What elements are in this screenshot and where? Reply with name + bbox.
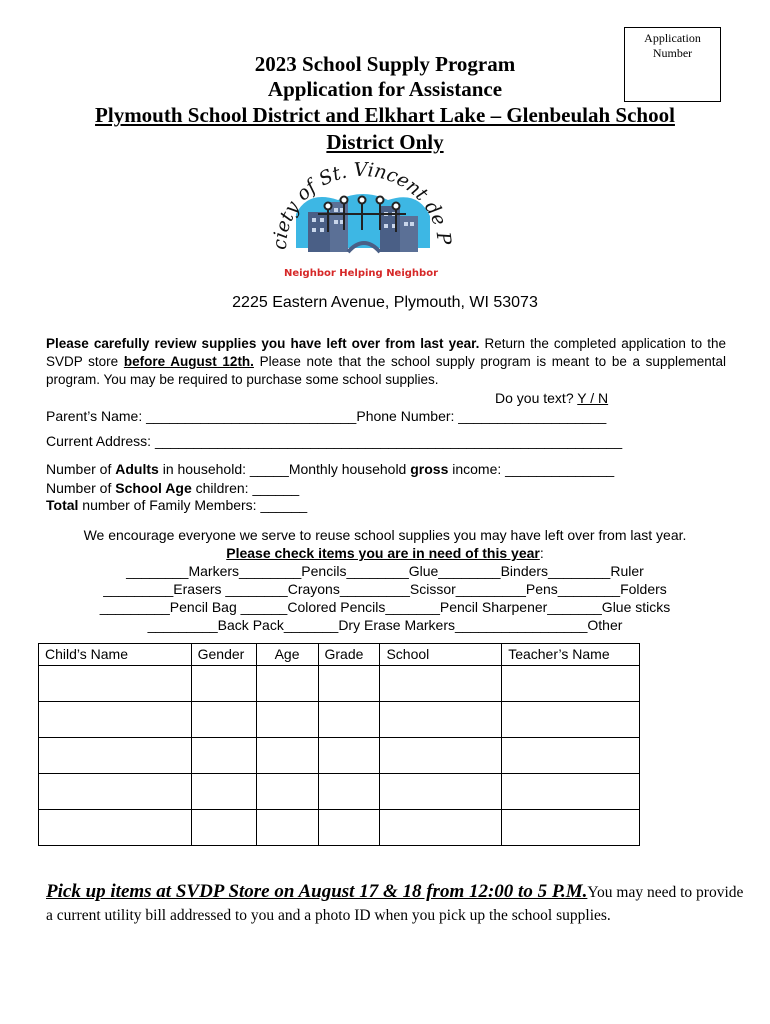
reuse-note: We encourage everyone we serve to reuse school supplies you may have left over from last year. [83, 527, 687, 543]
supply-checklist-row-3[interactable]: _________Pencil Bag ______Colored Pencils_______Pencil Sharpener_______Glue sticks [99, 599, 671, 615]
number-label: Number [652, 46, 693, 60]
district-title-line2: District Only [326, 130, 444, 154]
table-row [39, 738, 640, 774]
table-row [39, 702, 640, 738]
col-header-age: Age [256, 644, 318, 666]
table-cell[interactable] [191, 666, 256, 702]
col-header-childs-name: Child’s Name [39, 644, 192, 666]
pickup-dates: Pick up items at SVDP Store on August 17 & 18 from 12:00 to 5 P.M. [46, 881, 588, 902]
instructions-paragraph [46, 335, 726, 389]
table-cell[interactable] [502, 810, 640, 846]
table-cell[interactable] [39, 810, 192, 846]
col-header-grade: Grade [318, 644, 380, 666]
application-title: Application for Assistance [267, 77, 503, 101]
pickup-requirements: You may need to provide a current utility bill addressed to you and a photo ID when you pick up the school supplies. [46, 884, 744, 924]
instructions-text-2: Please note that the school supply program is meant to be a supplemental program. You may be required to purchase some school supplies. [46, 354, 726, 387]
phone-number-field[interactable]: Phone Number: ___________________ [356, 408, 607, 424]
instructions-text: Return the completed application to the SVDP store [46, 336, 726, 369]
instructions-bold: Please carefully review supplies you have left over from last year. [46, 336, 480, 351]
children-table [38, 643, 640, 846]
application-label: Application [644, 31, 701, 45]
table-cell[interactable] [256, 666, 318, 702]
table-cell[interactable] [39, 666, 192, 702]
table-cell[interactable] [191, 810, 256, 846]
adults-field[interactable]: in household: _____ [158, 461, 289, 477]
table-cell[interactable] [318, 702, 380, 738]
current-address-field[interactable]: Current Address: ____________________________________________________________ [46, 433, 623, 449]
table-row [39, 774, 640, 810]
table-cell[interactable] [380, 702, 502, 738]
col-header-school: School [380, 644, 502, 666]
table-cell[interactable] [502, 738, 640, 774]
table-cell[interactable] [256, 810, 318, 846]
table-cell[interactable] [191, 774, 256, 810]
check-items-heading: Please check items you are in need of this year: [226, 545, 544, 561]
school-age-line: Number of School Age children: ______ [46, 480, 300, 496]
total-members-field[interactable]: number of Family Members: ______ [78, 497, 308, 513]
col-header-teachers-name: Teacher’s Name [502, 644, 640, 666]
logo-tagline: Neighbor Helping Neighbor [283, 268, 439, 279]
table-cell[interactable] [380, 738, 502, 774]
table-cell[interactable] [318, 738, 380, 774]
table-row [39, 666, 640, 702]
supply-checklist-row-1[interactable]: ________Markers________Pencils________Glue________Binders________Ruler [126, 563, 644, 579]
household-line: Number of Adults in household: _____Monthly household gross income: ______________ [46, 461, 615, 477]
do-you-text-question [495, 390, 608, 406]
supply-checklist-row-2[interactable]: _________Erasers ________Crayons_________Scissor_________Pens________Folders [103, 581, 667, 597]
table-cell[interactable] [380, 666, 502, 702]
deadline-text: before August 12th. [123, 354, 254, 369]
do-you-text-label: Do you text? [495, 390, 574, 406]
school-age-field[interactable]: children: ______ [191, 480, 300, 496]
pickup-note [46, 880, 746, 927]
table-cell[interactable] [256, 738, 318, 774]
table-cell[interactable] [502, 702, 640, 738]
table-cell[interactable] [502, 774, 640, 810]
table-cell[interactable] [39, 774, 192, 810]
table-cell[interactable] [380, 774, 502, 810]
table-cell[interactable] [191, 702, 256, 738]
svdp-logo [268, 150, 454, 282]
table-header-row [39, 644, 640, 666]
store-address: 2225 Eastern Avenue, Plymouth, WI 53073 [232, 294, 538, 311]
table-cell[interactable] [39, 702, 192, 738]
total-members-line: Total number of Family Members: ______ [46, 497, 308, 513]
table-cell[interactable] [256, 774, 318, 810]
table-cell[interactable] [318, 666, 380, 702]
table-row [39, 810, 640, 846]
table-cell[interactable] [502, 666, 640, 702]
table-cell[interactable] [256, 702, 318, 738]
table-cell[interactable] [39, 738, 192, 774]
col-header-gender: Gender [191, 644, 256, 666]
district-title-line1: Plymouth School District and Elkhart Lake – Glenbeulah School [95, 103, 675, 127]
table-cell[interactable] [380, 810, 502, 846]
logo-arc-text: ciety of St. Vincent de P [268, 158, 454, 251]
table-cell[interactable] [191, 738, 256, 774]
table-cell[interactable] [318, 810, 380, 846]
program-title: 2023 School Supply Program [254, 52, 516, 76]
income-field[interactable]: income: ______________ [448, 461, 615, 477]
parent-name-field[interactable]: Parent’s Name: ___________________________Phone Number: ___________________ [46, 408, 607, 424]
table-cell[interactable] [318, 774, 380, 810]
yes-no-option[interactable]: Y / N [577, 390, 609, 406]
supply-checklist-row-4[interactable]: _________Back Pack_______Dry Erase Markers_________________Other [147, 617, 623, 633]
